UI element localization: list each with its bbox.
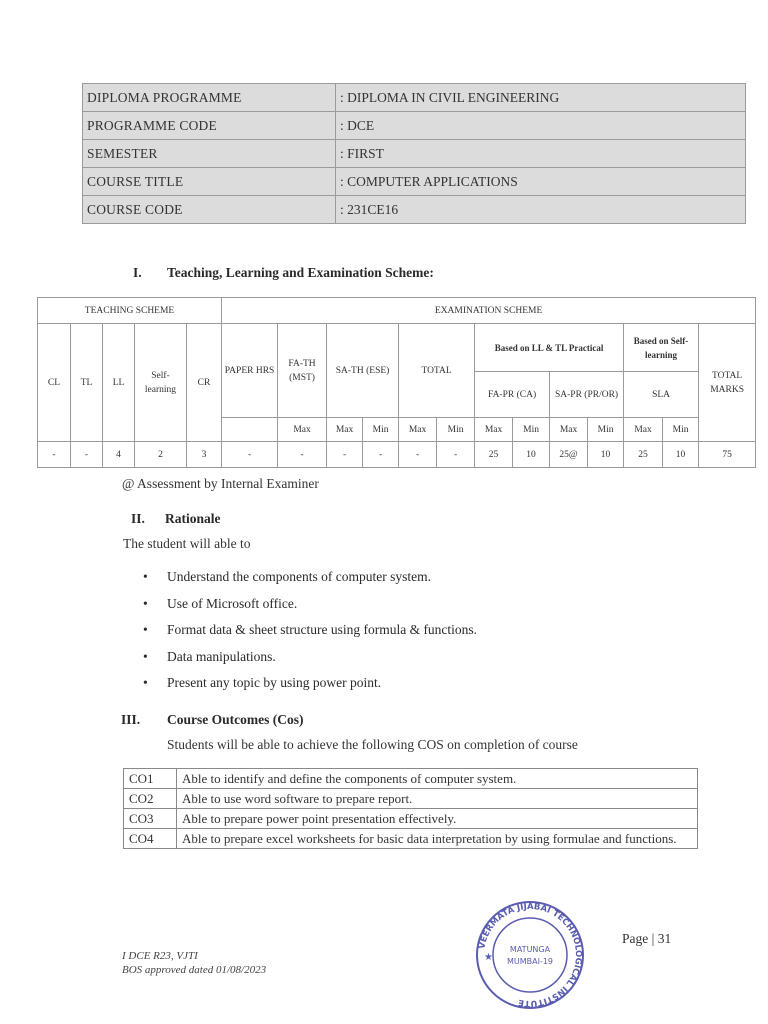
scheme-value: 4 [103, 442, 135, 468]
sa-pr-header: SA-PR (PR/OR) [550, 372, 624, 418]
scheme-value: - [437, 442, 475, 468]
section-3-heading [121, 712, 303, 728]
bullet-icon: • [143, 648, 148, 664]
info-row [83, 84, 746, 112]
bullet-icon: • [143, 675, 148, 690]
course-outcomes-table [123, 768, 698, 849]
self-learning-header: Self-learning [135, 324, 187, 442]
max-label: Max [399, 418, 437, 442]
tl-header: TL [71, 324, 103, 442]
co-text: Able to prepare excel worksheets for basic data interpretation by using formulae and functions. [177, 829, 698, 849]
max-label: Max [278, 418, 327, 442]
co-text: Able to prepare power point presentation effectively. [177, 809, 698, 829]
scheme-value: 3 [187, 442, 222, 468]
rationale-text: Understand the components of computer system. [167, 569, 431, 584]
teaching-scheme-header: TEACHING SCHEME [38, 298, 222, 324]
page-number: Page | 31 [622, 931, 672, 946]
co-code: CO4 [124, 829, 177, 849]
scheme-value: - [278, 442, 327, 468]
info-label: DIPLOMA PROGRAMME [83, 84, 336, 112]
bullet-icon: • [143, 569, 148, 584]
rationale-item [143, 596, 297, 612]
info-row [83, 112, 746, 140]
scheme-table [37, 297, 756, 468]
max-label: Max [550, 418, 588, 442]
seal-star-icon: ★ [484, 952, 493, 963]
min-label: Min [513, 418, 550, 442]
co-row [124, 829, 698, 849]
scheme-value: 10 [588, 442, 624, 468]
rationale-list [143, 569, 643, 699]
assessment-note: @ Assessment by Internal Examiner [122, 476, 319, 491]
co-code: CO1 [124, 769, 177, 789]
max-label: Max [624, 418, 663, 442]
self-learning-based-header: Based on Self-learning [624, 324, 699, 372]
ll-header: LL [103, 324, 135, 442]
min-label: Min [663, 418, 699, 442]
values-row [38, 442, 756, 468]
co-row [124, 809, 698, 829]
scheme-value: - [363, 442, 399, 468]
scheme-value: - [38, 442, 71, 468]
blank-cell [222, 418, 278, 442]
min-label: Min [363, 418, 399, 442]
co-text: Able to identify and define the components of computer system. [177, 769, 698, 789]
section-2-heading [131, 511, 221, 527]
course-info-table [82, 83, 746, 224]
scheme-value: 25 [475, 442, 513, 468]
info-label: COURSE TITLE [83, 168, 336, 196]
co-text: Able to use word software to prepare report. [177, 789, 698, 809]
seal-outer-text: VEERMATA JIJABAI TECHNOLOGICAL INSTITUTE [477, 901, 584, 1009]
info-row [83, 140, 746, 168]
info-value: : COMPUTER APPLICATIONS [336, 168, 746, 196]
scheme-value: 75 [699, 442, 756, 468]
bullet-icon: • [143, 622, 148, 637]
info-row [83, 168, 746, 196]
scheme-value: - [327, 442, 363, 468]
fa-pr-header: FA-PR (CA) [475, 372, 550, 418]
sa-th-header: SA-TH (ESE) [327, 324, 399, 418]
cl-header: CL [38, 324, 71, 442]
scheme-value: 2 [135, 442, 187, 468]
ll-tl-practical-header: Based on LL & TL Practical [475, 324, 624, 372]
total-header: TOTAL [399, 324, 475, 418]
scheme-value: - [399, 442, 437, 468]
info-value: : FIRST [336, 140, 746, 168]
section-title: Course Outcomes (Cos) [167, 712, 304, 727]
max-label: Max [475, 418, 513, 442]
section-number: III. [121, 712, 141, 727]
info-row [83, 196, 746, 224]
rationale-text: Use of Microsoft office. [167, 595, 298, 611]
info-value: : 231CE16 [336, 196, 746, 224]
scheme-value: 10 [663, 442, 699, 468]
info-label: PROGRAMME CODE [83, 112, 336, 140]
info-value: : DCE [336, 112, 746, 140]
section-number: I. [133, 265, 142, 280]
co-code: CO2 [124, 789, 177, 809]
co-row [124, 769, 698, 789]
info-label: SEMESTER [83, 140, 336, 168]
rationale-item [143, 622, 477, 638]
rationale-item [143, 675, 381, 691]
co-intro: Students will be able to achieve the following COS on completion of course [167, 737, 578, 752]
info-label: COURSE CODE [83, 196, 336, 224]
footer-note [122, 949, 266, 977]
scheme-value: - [71, 442, 103, 468]
scheme-value: 25@ [550, 442, 588, 468]
rationale-text: Present any topic by using power point. [167, 675, 382, 690]
rationale-item [143, 649, 276, 665]
min-label: Min [437, 418, 475, 442]
co-code: CO3 [124, 809, 177, 829]
exam-scheme-header: EXAMINATION SCHEME [222, 298, 756, 324]
paper-hrs-header: PAPER HRS [222, 324, 278, 418]
scheme-value: 25 [624, 442, 663, 468]
rationale-intro: The student will able to [123, 536, 251, 551]
scheme-value: - [222, 442, 278, 468]
seal-inner-text-2: MUMBAI-19 [506, 957, 554, 966]
section-1-heading [133, 265, 434, 281]
institute-seal [470, 900, 590, 1010]
seal-inner-text-1: MATUNGA [509, 945, 551, 954]
footer-line-2: BOS approved dated 01/08/2023 [122, 964, 267, 976]
total-marks-header: TOTAL MARKS [699, 324, 756, 442]
fa-th-header: FA-TH (MST) [278, 324, 327, 418]
bullet-icon: • [143, 595, 148, 611]
rationale-item [143, 569, 431, 585]
rationale-text: Format data & sheet structure using formula & functions. [167, 622, 478, 637]
scheme-value: 10 [513, 442, 550, 468]
footer-line-1: I DCE R23, VJTI [122, 950, 198, 962]
cr-header: CR [187, 324, 222, 442]
min-label: Min [588, 418, 624, 442]
section-title: Rationale [165, 511, 221, 526]
section-title: Teaching, Learning and Examination Scheme: [167, 265, 434, 280]
info-value: : DIPLOMA IN CIVIL ENGINEERING [336, 84, 746, 112]
sla-header: SLA [624, 372, 699, 418]
rationale-text: Data manipulations. [167, 648, 276, 664]
max-label: Max [327, 418, 363, 442]
co-row [124, 789, 698, 809]
section-number: II. [131, 511, 145, 526]
